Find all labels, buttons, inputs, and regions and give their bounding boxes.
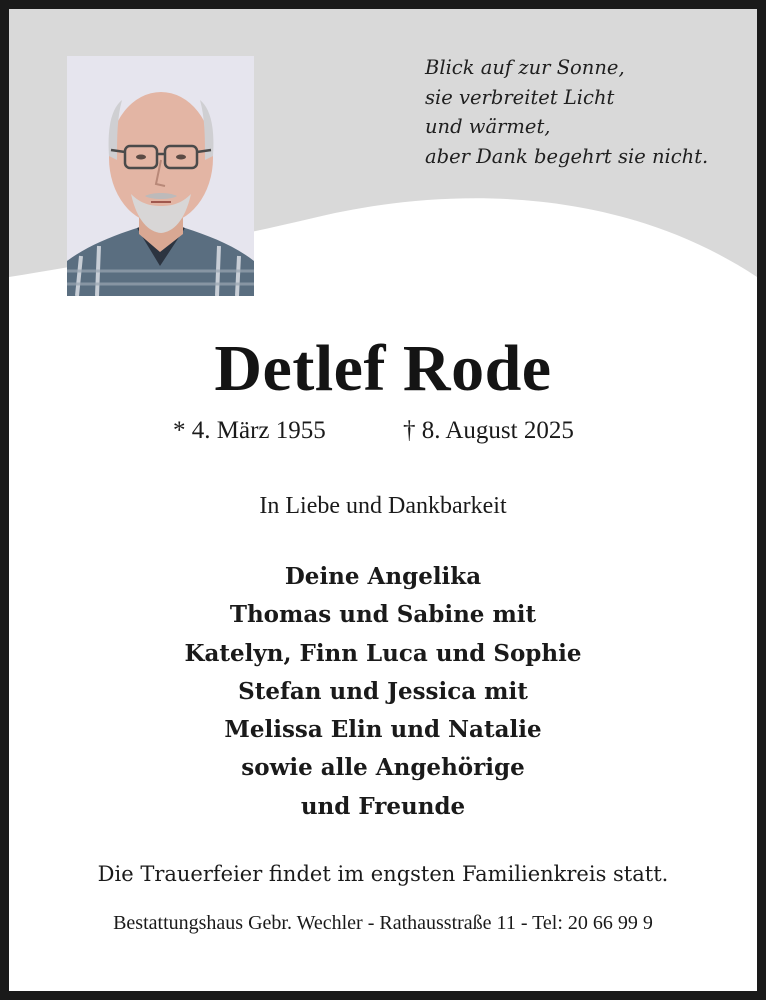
funeral-home-info: Bestattungshaus Gebr. Wechler - Rathausstraße 11 - Tel: 20 66 99 9 bbox=[113, 912, 653, 934]
poem-line: aber Dank begehrt sie nicht. bbox=[425, 144, 709, 168]
dedication: In Liebe und Dankbarkeit bbox=[259, 493, 507, 519]
mourner-line: Melissa Elin und Natalie bbox=[224, 716, 542, 744]
portrait-photo bbox=[67, 56, 254, 296]
mourners-list bbox=[9, 558, 757, 826]
mourner-line: Thomas und Sabine mit bbox=[229, 601, 537, 629]
service-note: Die Trauerfeier findet im engsten Familienkreis statt. bbox=[97, 862, 669, 886]
deceased-name: Detlef Rode bbox=[214, 332, 552, 405]
mourner-line: Deine Angelika bbox=[284, 563, 482, 590]
birth-date: * 4. März 1955 bbox=[173, 417, 326, 444]
life-dates bbox=[9, 417, 757, 451]
poem bbox=[425, 53, 745, 171]
mourner-line: Stefan und Jessica mit bbox=[238, 677, 528, 705]
poem-line: sie verbreitet Licht bbox=[425, 85, 615, 109]
mourner-line: Katelyn, Finn Luca und Sophie bbox=[184, 639, 582, 667]
death-date: † 8. August 2025 bbox=[403, 417, 574, 444]
mourner-line: sowie alle Angehörige bbox=[241, 754, 525, 782]
mourner-line: und Freunde bbox=[300, 792, 466, 820]
poem-line: Blick auf zur Sonne, bbox=[425, 56, 625, 79]
poem-line: und wärmet, bbox=[425, 115, 551, 138]
